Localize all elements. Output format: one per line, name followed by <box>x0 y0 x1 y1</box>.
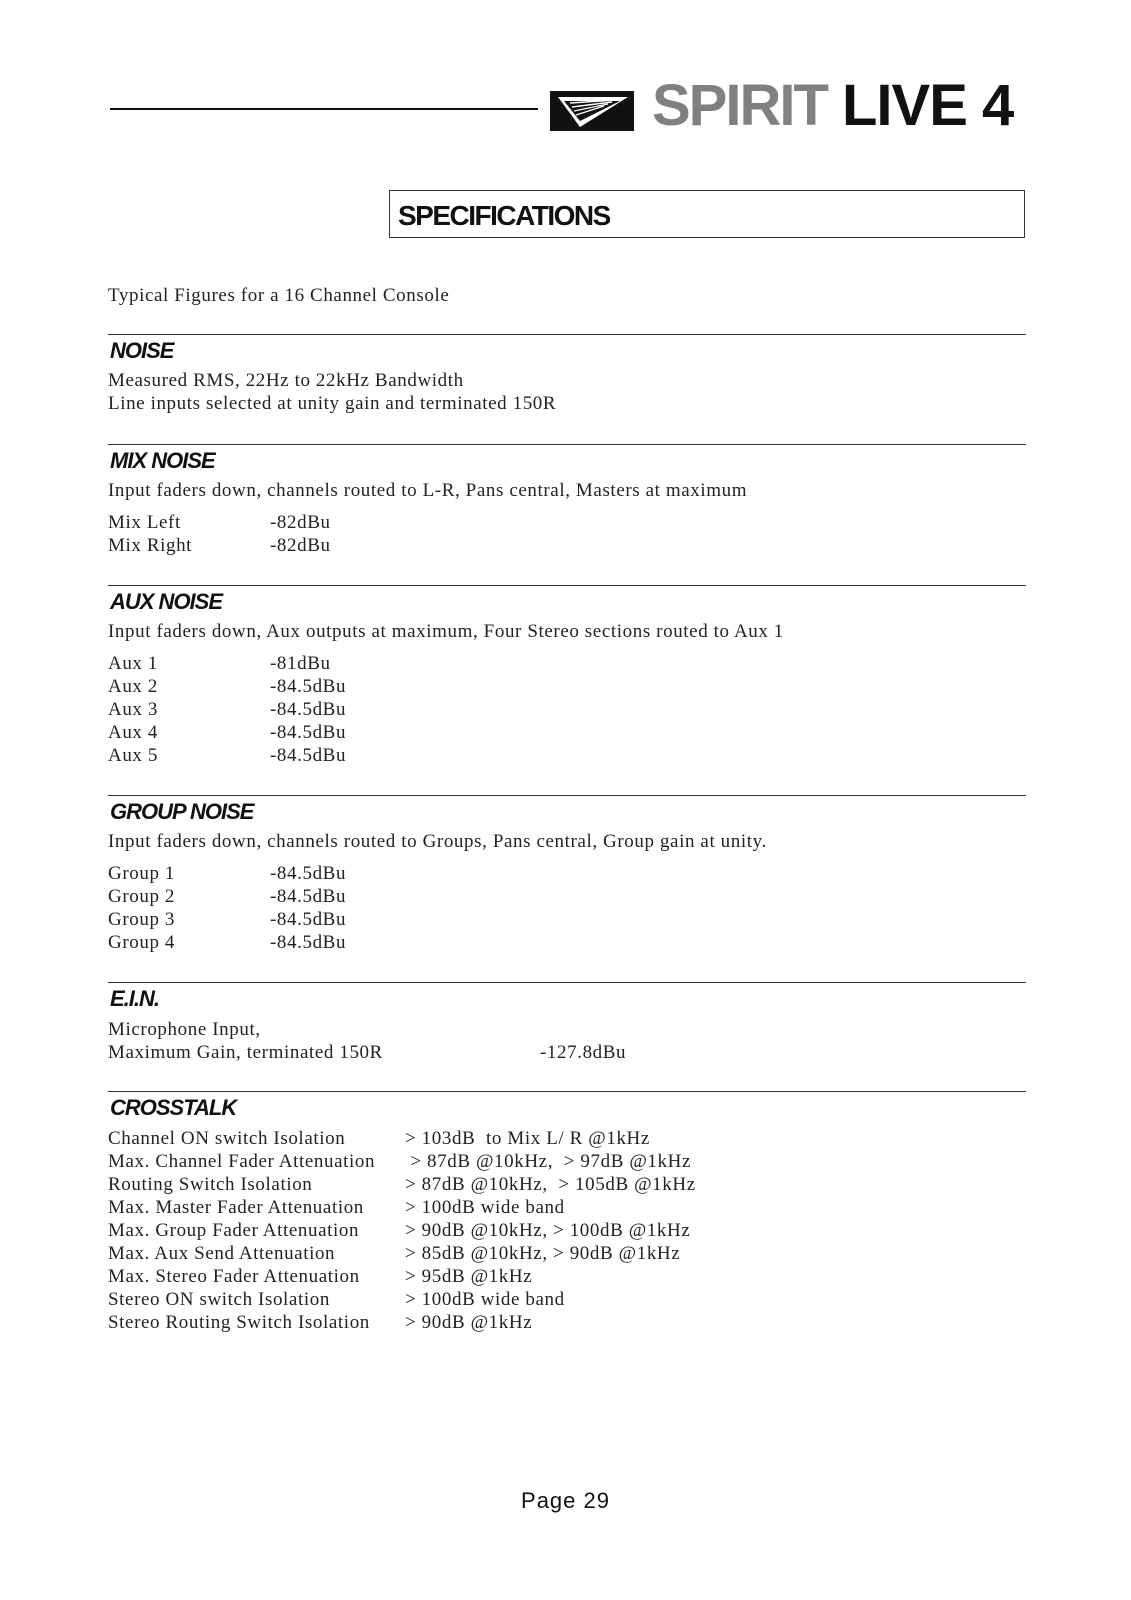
row-label: Group 2 <box>108 886 175 907</box>
ein-line: Maximum Gain, terminated 150R <box>108 1042 383 1063</box>
table-row <box>108 652 331 675</box>
row-label: Aux 1 <box>108 653 158 674</box>
intro-text: Typical Figures for a 16 Channel Console <box>108 285 450 306</box>
aux-noise-heading: AUX NOISE <box>110 589 223 614</box>
section-divider <box>108 982 1026 983</box>
table-row <box>108 675 347 698</box>
row-label: Group 4 <box>108 932 175 953</box>
row-label: Max. Aux Send Attenuation <box>108 1243 336 1264</box>
crosstalk-table <box>108 1127 808 1337</box>
table-row <box>108 1219 691 1242</box>
header-rule <box>110 108 538 110</box>
table-row <box>108 1173 696 1196</box>
row-label: Aux 4 <box>108 722 158 743</box>
row-label: Channel ON switch Isolation <box>108 1128 346 1149</box>
group-noise-desc: Input faders down, channels routed to Groups, Pans central, Group gain at unity. <box>108 831 767 852</box>
row-value: > 100dB wide band <box>405 1197 565 1218</box>
row-label: Routing Switch Isolation <box>108 1174 313 1195</box>
row-label: Mix Left <box>108 512 181 533</box>
ein-value: -127.8dBu <box>540 1042 627 1063</box>
row-label: Group 1 <box>108 863 175 884</box>
aux-noise-table <box>108 652 508 767</box>
crosstalk-heading: CROSSTALK <box>110 1095 237 1120</box>
mix-noise-desc: Input faders down, channels routed to L-R, Pans central, Masters at maximum <box>108 480 748 501</box>
row-label: Max. Channel Fader Attenuation <box>108 1151 376 1172</box>
noise-line: Measured RMS, 22Hz to 22kHz Bandwidth <box>108 370 464 391</box>
row-value: -84.5dBu <box>270 745 347 766</box>
group-noise-table <box>108 862 508 954</box>
row-label: Mix Right <box>108 535 193 556</box>
row-value: -82dBu <box>270 512 331 533</box>
spirit-logo-icon <box>550 91 634 131</box>
row-label: Max. Stereo Fader Attenuation <box>108 1266 360 1287</box>
row-label: Aux 5 <box>108 745 158 766</box>
row-label: Group 3 <box>108 909 175 930</box>
section-divider <box>108 585 1026 586</box>
row-value: -84.5dBu <box>270 722 347 743</box>
mix-noise-heading: MIX NOISE <box>110 448 215 473</box>
table-row <box>108 1242 681 1265</box>
section-divider <box>108 444 1026 445</box>
group-noise-heading: GROUP NOISE <box>110 799 254 824</box>
page-title: SPECIFICATIONS <box>398 200 610 231</box>
row-value: -81dBu <box>270 653 331 674</box>
table-row <box>108 931 347 954</box>
table-row <box>108 721 347 744</box>
section-divider <box>108 795 1026 796</box>
row-value: > 103dB to Mix L/ R @1kHz <box>405 1128 650 1149</box>
table-row <box>108 1196 565 1219</box>
row-value: -84.5dBu <box>270 932 347 953</box>
row-value: > 90dB @1kHz <box>405 1312 533 1333</box>
row-value: > 100dB wide band <box>405 1289 565 1310</box>
row-value: > 87dB @10kHz, > 97dB @1kHz <box>405 1151 691 1172</box>
table-row <box>108 1127 650 1150</box>
table-row <box>108 908 347 931</box>
table-row <box>108 511 331 534</box>
section-divider <box>108 1091 1026 1092</box>
row-label: Max. Group Fader Attenuation <box>108 1220 360 1241</box>
row-label: Max. Master Fader Attenuation <box>108 1197 364 1218</box>
section-divider <box>108 334 1026 335</box>
brand-live4: LIVE 4 <box>842 73 1014 138</box>
row-value: -84.5dBu <box>270 676 347 697</box>
table-row <box>108 1265 533 1288</box>
row-value: > 90dB @10kHz, > 100dB @1kHz <box>405 1220 691 1241</box>
row-value: -84.5dBu <box>270 863 347 884</box>
table-row <box>108 1150 691 1173</box>
row-value: > 85dB @10kHz, > 90dB @1kHz <box>405 1243 681 1264</box>
table-row <box>108 1311 533 1334</box>
noise-line: Line inputs selected at unity gain and terminated 150R <box>108 393 557 414</box>
row-value: > 87dB @10kHz, > 105dB @1kHz <box>405 1174 696 1195</box>
ein-heading: E.I.N. <box>110 986 160 1011</box>
row-label: Stereo Routing Switch Isolation <box>108 1312 370 1333</box>
table-row <box>108 885 347 908</box>
table-row <box>108 744 347 767</box>
title-box <box>389 190 1025 238</box>
table-row <box>108 698 347 721</box>
row-value: > 95dB @1kHz <box>405 1266 533 1287</box>
row-value: -84.5dBu <box>270 699 347 720</box>
row-value: -84.5dBu <box>270 886 347 907</box>
row-label: Stereo ON switch Isolation <box>108 1289 330 1310</box>
row-label: Aux 3 <box>108 699 158 720</box>
mix-noise-table <box>108 511 508 557</box>
row-label: Aux 2 <box>108 676 158 697</box>
row-value: -84.5dBu <box>270 909 347 930</box>
page-number: Page 29 <box>521 1488 610 1513</box>
table-row <box>108 1288 565 1311</box>
table-row <box>108 534 331 557</box>
noise-heading: NOISE <box>110 338 174 363</box>
table-row <box>108 862 347 885</box>
ein-line: Microphone Input, <box>108 1019 261 1040</box>
aux-noise-desc: Input faders down, Aux outputs at maximum, Four Stereo sections routed to Aux 1 <box>108 621 784 642</box>
row-value: -82dBu <box>270 535 331 556</box>
brand-spirit: SPIRIT <box>652 73 827 138</box>
